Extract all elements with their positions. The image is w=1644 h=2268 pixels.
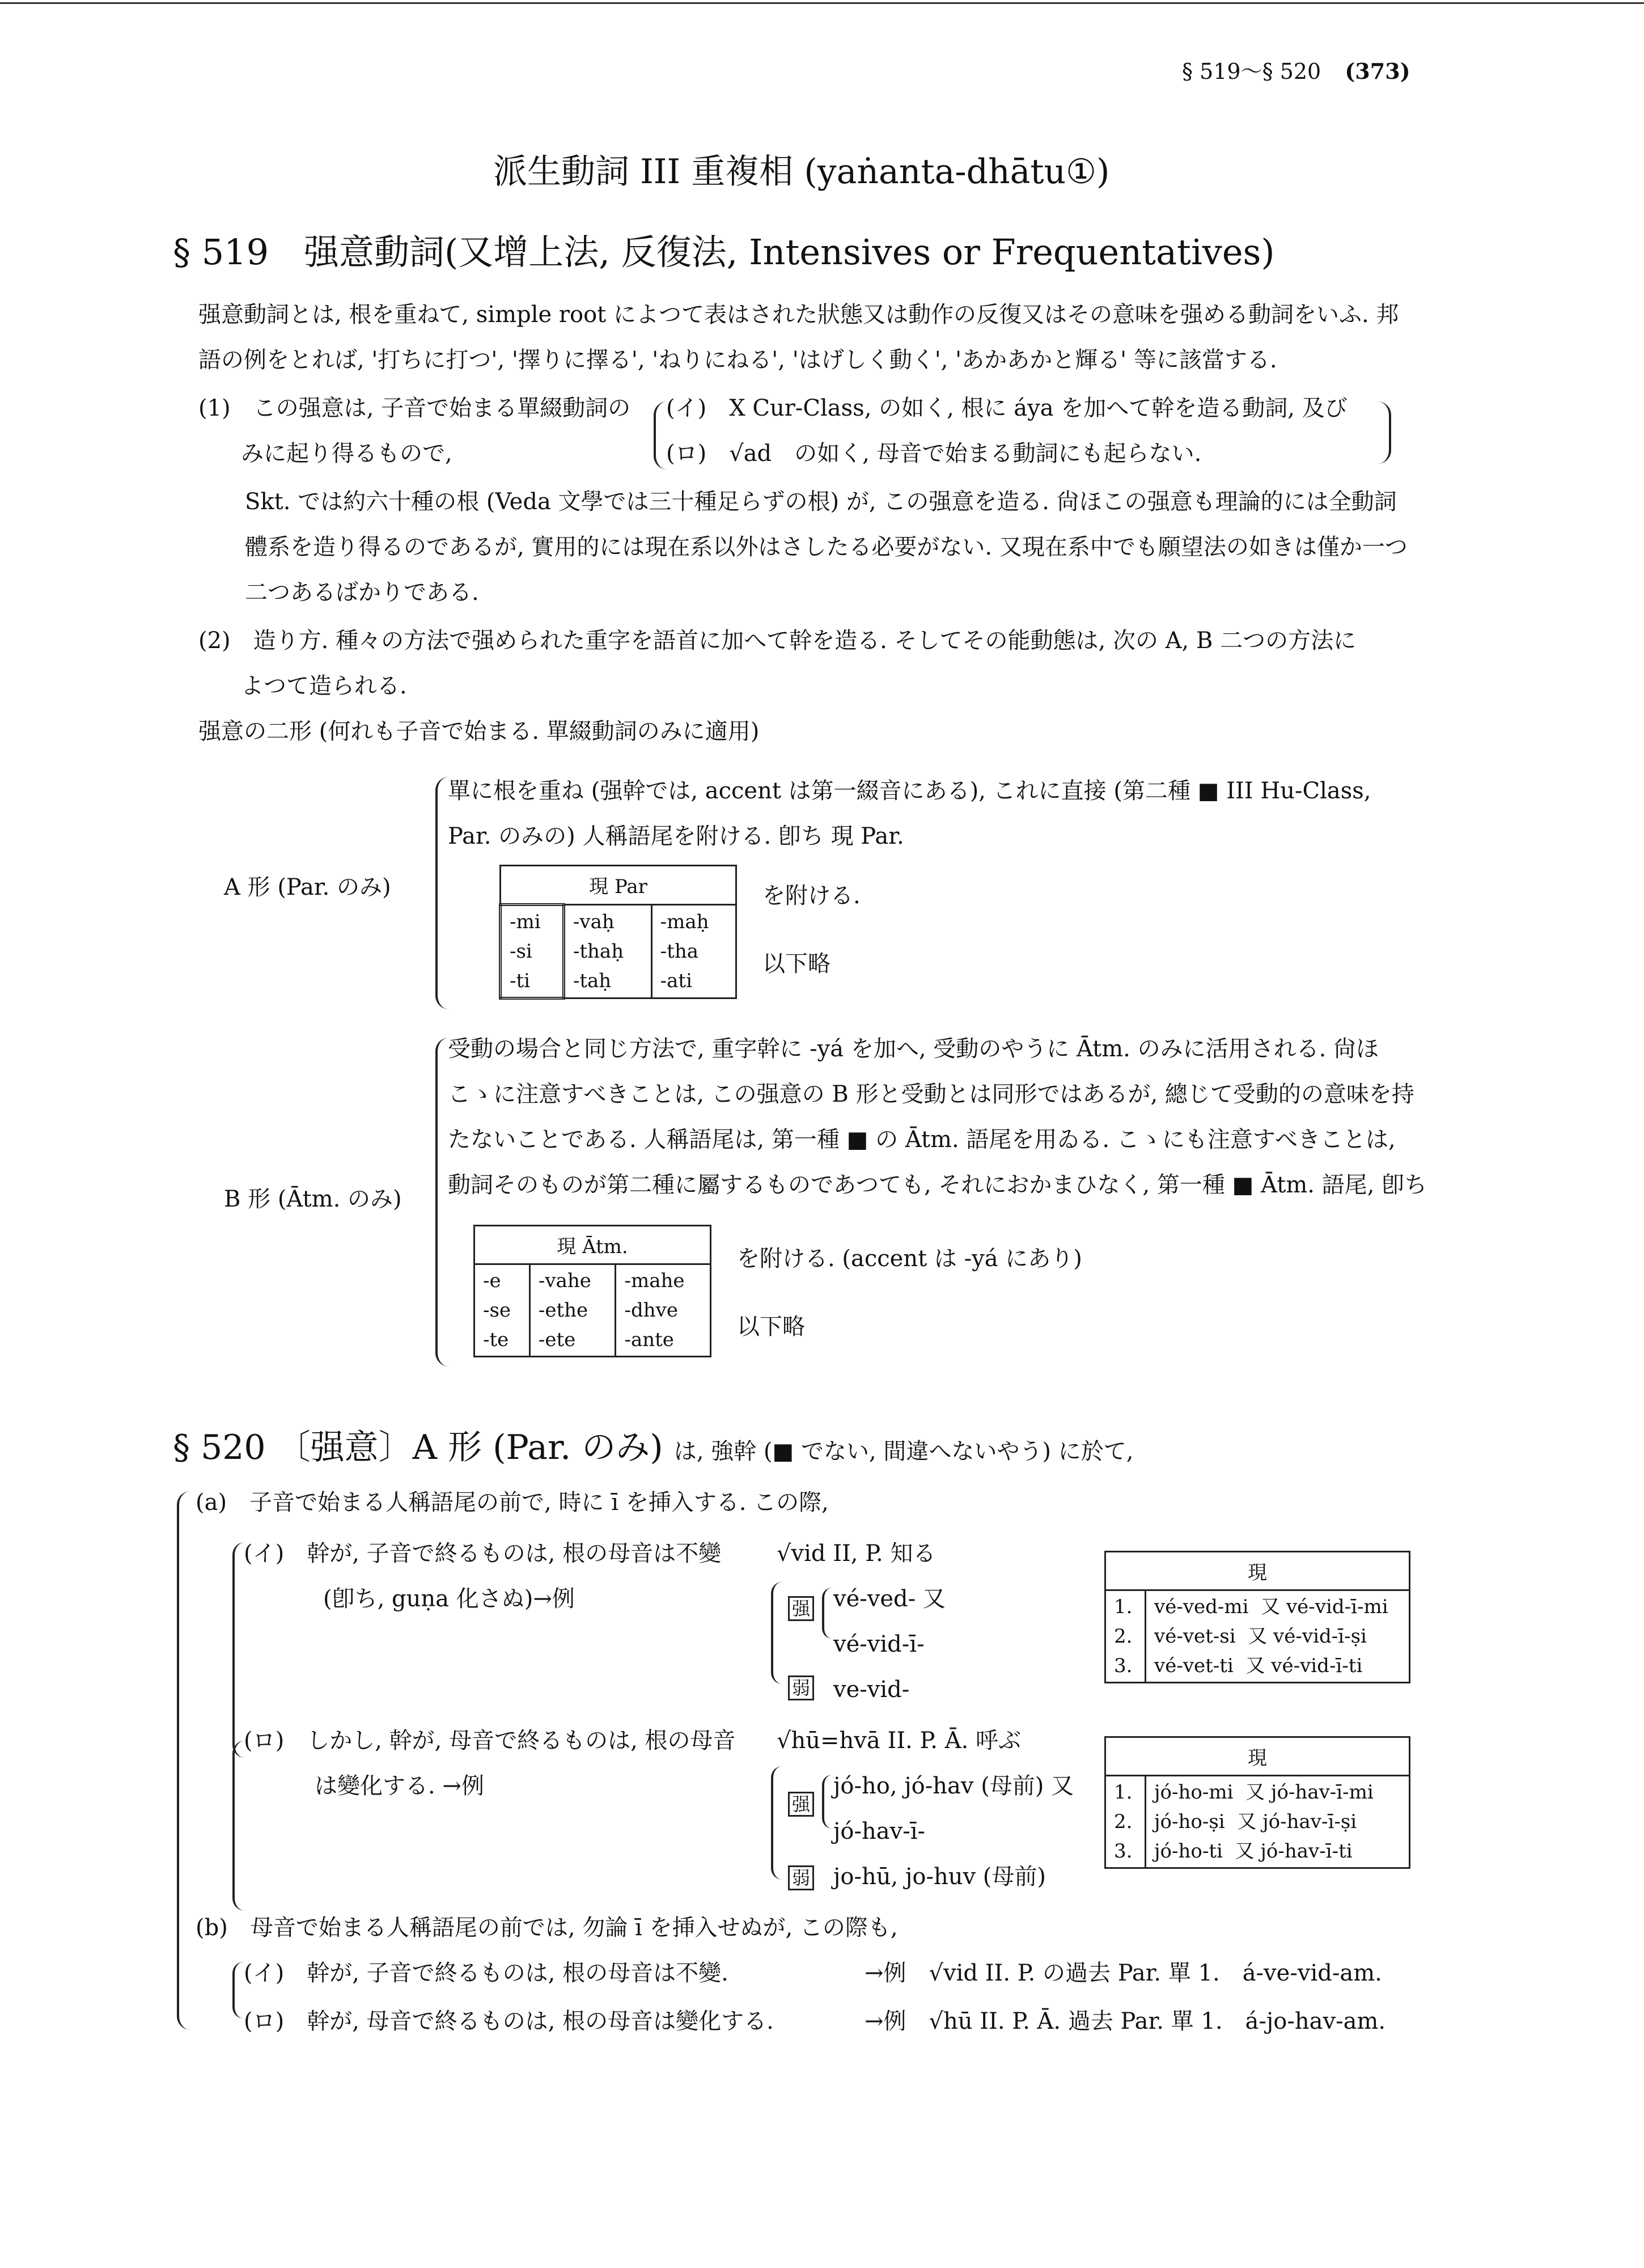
skt-line-3: 二つあるばかりである. [245, 579, 479, 606]
ending: -dhve [624, 1299, 678, 1322]
page-header [1182, 54, 1410, 85]
form-a-attach: を附ける. [762, 883, 861, 909]
vid-strong-1: vé-ved- 又 [833, 1586, 946, 1612]
header-sections: § 519〜§ 520 [1182, 59, 1321, 84]
item1-sub-ro: (ロ) √ad の如く, 母音で始まる動詞にも起らない. [666, 441, 1202, 467]
hu-root: √hū=hvā II. P. Ā. 呼ぶ [777, 1728, 1022, 1754]
form-b-line-2: こゝに注意すべきことは, この强意の B 形と受動とは同形ではあるが, 總じて受動的の意味を持 [448, 1081, 1414, 1107]
person-number: 1. [1114, 1781, 1133, 1804]
item-a-ro-brace [232, 1741, 245, 1911]
item2-line-1: (2) 造り方. 種々の方法で强められた重字を語首に加へて幹を造る. そしてその能動態は, 次の A, B 二つの方法に [198, 628, 1357, 654]
skt-line-1: Skt. では約六十種の根 (Veda 文學では三十種足らずの根) が, この强意を造る. 尙ほこの强意も理論的には全動詞 [245, 489, 1397, 515]
hu-forms-brace [771, 1766, 782, 1880]
vid-root: √vid II, P. 知る [777, 1541, 936, 1567]
strong-stem-mark: 强 [788, 1792, 814, 1817]
vid-forms-brace [771, 1582, 782, 1684]
vid-table-numbers [1105, 1590, 1146, 1683]
person-number: 2. [1114, 1810, 1133, 1833]
hu-strong-2: jó-hav-ī- [833, 1818, 926, 1844]
item1-line-b: みに起り得るもので, [241, 441, 452, 467]
top-rule [0, 2, 1644, 4]
ending: -e [483, 1270, 501, 1292]
hu-table-head: 現 [1105, 1737, 1410, 1776]
vid-strong-2: vé-vid-ī- [833, 1631, 925, 1657]
item-a-brace [232, 1542, 245, 1758]
skt-line-2: 體系を造り得るのであるが, 實用的には現在系以外はさしたる必要がない. 又現在系中でも願望法の如きは僅か一つ [245, 534, 1408, 560]
form-a-brace [435, 777, 449, 1009]
vid-weak: ve-vid- [833, 1677, 910, 1703]
form-a-omit: 以下略 [762, 951, 831, 977]
ending: -ti [510, 970, 531, 992]
form-b-table-head: 現 Ātm. [474, 1226, 711, 1264]
item-b-i-example: →例 √vid II. P. の過去 Par. 單 1. á-ve-vid-am. [865, 1960, 1382, 1986]
ending: -si [510, 940, 532, 963]
hu-strong-1: jó-ho, jó-hav (母前) 又 [833, 1773, 1074, 1799]
form-b: 又 vé-vid-ī-ṣi [1248, 1625, 1367, 1648]
ending: -maḥ [660, 911, 709, 933]
section-519-heading: § 519 强意動詞(又增上法, 反復法, Intensives or Frequentatives) [173, 231, 1275, 273]
form-b-label: B 形 (Ātm. のみ) [224, 1186, 402, 1212]
form-b-col-1 [474, 1264, 530, 1357]
form-b: 又 jó-hav-ī-ṣi [1237, 1810, 1357, 1833]
form-b: 又 vé-vid-ī-mi [1261, 1596, 1388, 1618]
page-number: (373) [1345, 58, 1410, 84]
form-b-brace [435, 1038, 449, 1366]
item-a-ro-line-1: (ロ) しかし, 幹が, 母音で終るものは, 根の母音 [244, 1728, 736, 1754]
form-b: 又 jó-hav-ī-mi [1245, 1781, 1374, 1804]
person-number: 2. [1114, 1625, 1133, 1648]
hu-paradigm-table [1104, 1736, 1410, 1869]
person-number: 1. [1114, 1596, 1133, 1618]
ending: -vaḥ [573, 911, 615, 933]
item-b-brace [232, 1962, 244, 2019]
item1-right-brace [1378, 401, 1391, 464]
chapter-title: 派生動詞 III 重複相 (yaṅanta-dhātu①) [493, 152, 1110, 192]
ending: -ante [624, 1328, 674, 1351]
form-a: jó-ho-mi [1154, 1781, 1234, 1804]
form-b-line-3: たないことである. 人稱語尾は, 第一種 ■ の Ātm. 語尾を用ゐる. こゝにも注意すべきことは, [448, 1127, 1396, 1153]
vid-table-forms [1146, 1590, 1410, 1683]
ending: -ati [660, 970, 692, 992]
intro-line-1: 强意動詞とは, 根を重ねて, simple root によつて表はされた狀態又は動作の反復又はその意味を强める動詞をいふ. 邦 [198, 302, 1399, 328]
vid-strong-brace [822, 1588, 832, 1639]
form-b-col-2 [529, 1264, 616, 1357]
form-a-line-2: Par. のみの) 人稱語尾を附ける. 卽ち 現 Par. [448, 823, 904, 849]
form-b-attach: を附ける. (accent は -yá にあり) [737, 1246, 1082, 1272]
form-b-line-4: 動詞そのものが第二種に屬するものであつても, それにおかまひなく, 第一種 ■ Ātm. 語尾, 卽ち [448, 1172, 1427, 1198]
item-b-ro-example: →例 √hū II. P. Ā. 過去 Par. 單 1. á-jo-hav-am. [865, 2008, 1386, 2034]
form-a: vé-vet-si [1154, 1625, 1236, 1648]
section-520-heading-main: § 520 〔强意〕A 形 (Par. のみ) [173, 1428, 663, 1467]
ending: -ethe [538, 1299, 588, 1322]
form-b: 又 vé-vid-ī-ti [1245, 1655, 1363, 1677]
item1-left-brace [654, 401, 667, 469]
item-a-ro-line-2: は變化する. →例 [315, 1773, 484, 1799]
ending: -thaḥ [573, 940, 624, 963]
form-a-line-1: 單に根を重ね (强幹では, accent は第一綴音にある), これに直接 (第二種 ■ III Hu-Class, [448, 778, 1371, 804]
intro-line-2: 語の例をとれば, '打ちに打つ', '擇りに擇る', 'ねりにねる', 'はげしく動く', 'あかあかと輝る' 等に該當する. [198, 347, 1277, 373]
ending: -tha [660, 940, 698, 963]
form-a: vé-vet-ti [1154, 1655, 1234, 1677]
two-forms-heading: 强意の二形 (何れも子音で始まる. 單綴動詞のみに適用) [198, 718, 760, 744]
person-number: 3. [1114, 1840, 1133, 1863]
item-a: (a) 子音で始まる人稱語尾の前で, 時に ī を挿入する. この際, [196, 1490, 829, 1516]
form-a-col-1 [501, 905, 564, 998]
hu-table-forms [1146, 1776, 1410, 1868]
hu-strong-brace [822, 1775, 832, 1829]
weak-stem-mark: 弱 [788, 1675, 814, 1700]
item2-line-2: よつて造られる. [241, 673, 407, 699]
item-b: (b) 母音で始まる人稱語尾の前では, 勿論 ī を挿入せぬが, この際も, [196, 1915, 898, 1941]
item-b-ro: (ロ) 幹が, 母音で終るものは, 根の母音は變化する. [244, 2008, 774, 2034]
vid-paradigm-table [1104, 1551, 1410, 1683]
section-520-heading-tail: は, 強幹 (■ でない, 間違へないやう) に於て, [673, 1438, 1134, 1465]
weak-stem-mark: 弱 [788, 1865, 814, 1890]
item-a-i-line-2: (卽ち, guṇa 化さぬ)→例 [323, 1586, 575, 1612]
item-a-i-line-1: (イ) 幹が, 子音で終るものは, 根の母音は不變 [244, 1541, 722, 1567]
item1-sub-i: (イ) X Cur-Class, の如く, 根に áya を加へて幹を造る動詞, 及び [666, 395, 1348, 421]
vid-table-head: 現 [1105, 1552, 1410, 1590]
form-a: vé-ved-mi [1154, 1596, 1249, 1618]
ending: -mahe [624, 1270, 685, 1292]
form-a-label: A 形 (Par. のみ) [224, 874, 391, 900]
form-b-line-1: 受動の場合と同じ方法で, 重字幹に -yá を加へ, 受動のやうに Ātm. のみに活用される. 尙ほ [448, 1036, 1379, 1062]
ending: -taḥ [573, 970, 612, 992]
item1-line-a: (1) この强意は, 子音で始まる單綴動詞の [198, 395, 631, 421]
form-a-col-2 [563, 905, 651, 998]
ending: -se [483, 1299, 511, 1322]
form-b-ending-table [473, 1225, 711, 1357]
item-b-i: (イ) 幹が, 子音で終るものは, 根の母音は不變. [244, 1960, 728, 1986]
form-a-ending-table [499, 865, 737, 1000]
form-b: 又 jó-hav-ī-ti [1235, 1840, 1353, 1863]
hu-weak: jo-hū, jo-huv (母前) [833, 1864, 1046, 1890]
section-520-heading [173, 1420, 1133, 1469]
ending: -te [483, 1328, 509, 1351]
form-a: jó-ho-ṣi [1154, 1810, 1225, 1833]
ending: -vahe [538, 1270, 591, 1292]
ending: -ete [538, 1328, 576, 1351]
hu-table-numbers [1105, 1776, 1146, 1868]
strong-stem-mark: 强 [788, 1596, 814, 1621]
section-520-brace [177, 1491, 190, 2030]
form-a: jó-ho-ti [1154, 1840, 1223, 1863]
form-a-col-3 [651, 905, 736, 998]
form-b-col-3 [616, 1264, 711, 1357]
form-a-table-head: 現 Par [501, 866, 736, 905]
ending: -mi [510, 911, 541, 933]
person-number: 3. [1114, 1655, 1133, 1677]
form-b-omit: 以下略 [737, 1314, 805, 1340]
